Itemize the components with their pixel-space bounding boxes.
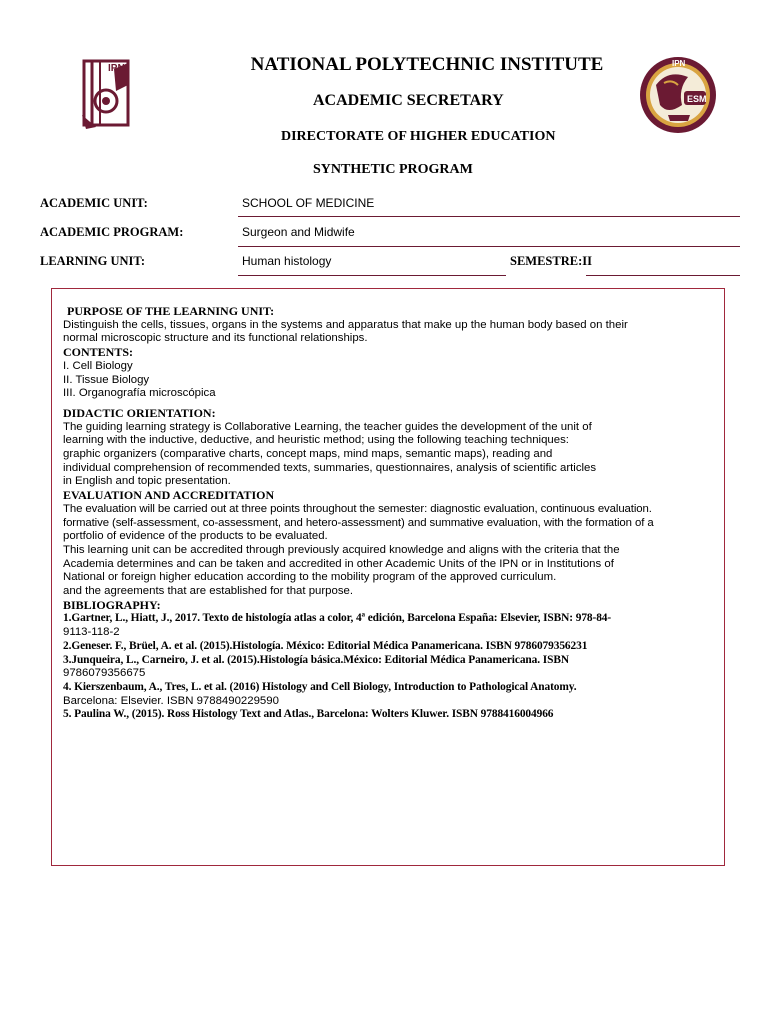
contents-item-2: II. Tissue Biology — [63, 373, 150, 386]
bib-entry-5: 5. Paulina W., (2015). Ross Histology Text and Atlas., Barcelona: Wolters Kluwer. ISBN 9788416004966 — [63, 708, 554, 721]
contents-item-1: I. Cell Biology — [63, 359, 133, 372]
academic-unit-underline — [238, 216, 740, 217]
svg-text:IPN: IPN — [108, 63, 125, 74]
bib-entry-4-cont: Barcelona: Elsevier. ISBN 9788490229590 — [63, 694, 279, 707]
didactic-line-4: individual comprehension of recommended texts, summaries, questionnaires, analysis of scientific articles — [63, 461, 597, 474]
contents-heading: CONTENTS: — [63, 345, 134, 360]
institution-title: NATIONAL POLYTECHNIC INSTITUTE — [250, 54, 604, 75]
didactic-heading: DIDACTIC ORIENTATION: — [63, 405, 216, 420]
bib-entry-2: 2.Geneser. F., Brüel, A. et al. (2015).Histología. México: Editorial Médica Panamericana. ISBN 9786079356231 — [63, 639, 588, 652]
evaluation-heading: EVALUATION AND ACCREDITATION — [63, 488, 275, 503]
program-type-title: SYNTHETIC PROGRAM — [313, 162, 473, 177]
purpose-line-1: Distinguish the cells, tissues, organs in the systems and apparatus that make up the human body based on their — [63, 318, 628, 331]
academic-unit-value: SCHOOL OF MEDICINE — [242, 196, 375, 210]
didactic-line-5: in English and topic presentation. — [63, 475, 231, 488]
academic-program-label: ACADEMIC PROGRAM: — [40, 225, 184, 239]
learning-unit-underline — [238, 275, 506, 276]
secretary-title: ACADEMIC SECRETARY — [313, 92, 504, 109]
directorate-title: DIRECTORATE OF HIGHER EDUCATION — [281, 129, 556, 144]
bib-entry-1: 1.Gartner, L., Hiatt, J., 2017. Texto de histología atlas a color, 4ª edición, Barcelona España: Elsevier, ISBN: 978-84- — [63, 612, 612, 625]
academic-program-underline — [238, 246, 740, 247]
semester-label: SEMESTRE:II — [510, 254, 592, 268]
evaluation-line-7: and the agreements that are established for that purpose. — [63, 585, 354, 598]
evaluation-line-3: portfolio of evidence of the products to be evaluated. — [63, 530, 328, 543]
didactic-line-2: learning with the inductive, deductive, and heuristic method; using the following teaching techniques: — [63, 434, 569, 447]
svg-text:ESM: ESM — [687, 94, 707, 104]
evaluation-line-4: This learning unit can be accredited through previously acquired knowledge and aligns with the criteria that the — [63, 543, 620, 556]
purpose-line-2: normal microscopic structure and its functional relationships. — [63, 332, 368, 345]
bib-entry-3-cont: 9786079356675 — [63, 667, 146, 680]
bib-entry-4: 4. Kierszenbaum, A., Tres, L. et al. (2016) Histology and Cell Biology, Introduction to Pathological Anatomy. — [63, 680, 577, 693]
bib-entry-3: 3.Junqueira, L., Carneiro, J. et al. (2015).Histología básica.México: Editorial Médica Panamericana. ISBN — [63, 653, 569, 666]
evaluation-line-6: National or foreign higher education according to the mobility program of the approved curriculum. — [63, 571, 557, 584]
evaluation-line-2: formative (self-assessment, co-assessment, and hetero-assessment) and summative evaluation, with the formation of a — [63, 516, 654, 529]
bibliography-heading: BIBLIOGRAPHY: — [63, 597, 161, 612]
evaluation-line-1: The evaluation will be carried out at three points throughout the semester: diagnostic evaluation, continuous evaluation. — [63, 502, 652, 515]
didactic-line-3: graphic organizers (comparative charts, concept maps, mind maps, semantic maps), reading and — [63, 448, 553, 461]
semester-underline — [586, 275, 740, 276]
contents-item-3: III. Organografía microscópica — [63, 387, 216, 400]
svg-text:IPN: IPN — [672, 59, 686, 68]
purpose-heading: PURPOSE OF THE LEARNING UNIT: — [67, 304, 275, 318]
academic-program-value: Surgeon and Midwife — [242, 225, 355, 239]
evaluation-line-5: Academia determines and can be taken and accredited in other Academic Units of the IPN or in Institutions of — [63, 557, 614, 570]
learning-unit-value: Human histology — [242, 254, 332, 268]
bib-entry-1-cont: 9113-118-2 — [63, 626, 120, 639]
academic-unit-label: ACADEMIC UNIT: — [40, 196, 148, 210]
didactic-line-1: The guiding learning strategy is Collaborative Learning, the teacher guides the development of the unit of — [63, 420, 592, 433]
program-content — [63, 305, 703, 722]
learning-unit-label: LEARNING UNIT: — [40, 254, 145, 268]
